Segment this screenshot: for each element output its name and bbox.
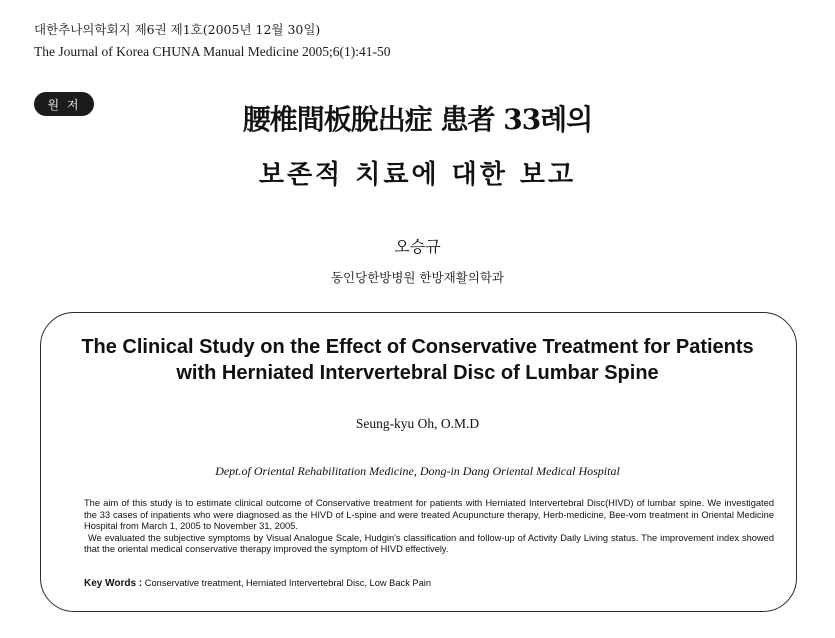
abstract-paragraph-2: We evaluated the subjective symptoms by Visual Analogue Scale, Hudgin's classification and follow-up of Activity Daily Living status. The improvement index showed that the oriental medical conservative therapy improved the symptom of HIVD effectively.: [84, 532, 774, 555]
english-affiliation: Dept.of Oriental Rehabilitation Medicine, Dong-in Dang Oriental Medical Hospital: [215, 464, 620, 478]
abstract-paragraph-1: The aim of this study is to estimate clinical outcome of Conservative treatment for patients with Herniated Intervertebral Disc(HIVD) of lumbar spine. We investigated the 33 cases of inpatients who were diagnosed as the HIVD of L-spine and were treated Acupuncture therapy, Herb-medicine, Bee-vom treatment in Oriental Medicine Hospital from March 1, 2005 to November 31, 2005.: [84, 498, 774, 532]
english-title: [0, 334, 835, 386]
keywords-label: Key Words :: [84, 578, 143, 589]
abstract-body: [84, 498, 774, 556]
journal-citation-english: The Journal of Korea CHUNA Manual Medicine 2005;6(1):41-50: [34, 44, 391, 59]
keywords-list: Conservative treatment, Herniated Intervertebral Disc, Low Back Pain: [144, 578, 432, 588]
article-type-badge: 원 저: [34, 92, 94, 116]
journal-citation-korean: 대한추나의학회지 제6권 제1호(2005년 12월 30일): [34, 22, 321, 37]
affiliation-korean: 동인당한방병원 한방재활의학과: [330, 270, 505, 285]
keywords: [84, 578, 774, 589]
english-author: Seung-kyu Oh, O.M.D: [355, 416, 480, 431]
english-title-line-2: with Herniated Intervertebral Disc of Lumbar Spine: [176, 362, 659, 384]
title-hanja: 腰椎間板脫出症 患者 33례의: [242, 103, 593, 136]
title-korean: 보존적 치료에 대한 보고: [258, 160, 577, 190]
english-title-line-1: The Clinical Study on the Effect of Conservative Treatment for Patients: [81, 336, 754, 358]
author-korean: 오승규: [394, 237, 441, 256]
